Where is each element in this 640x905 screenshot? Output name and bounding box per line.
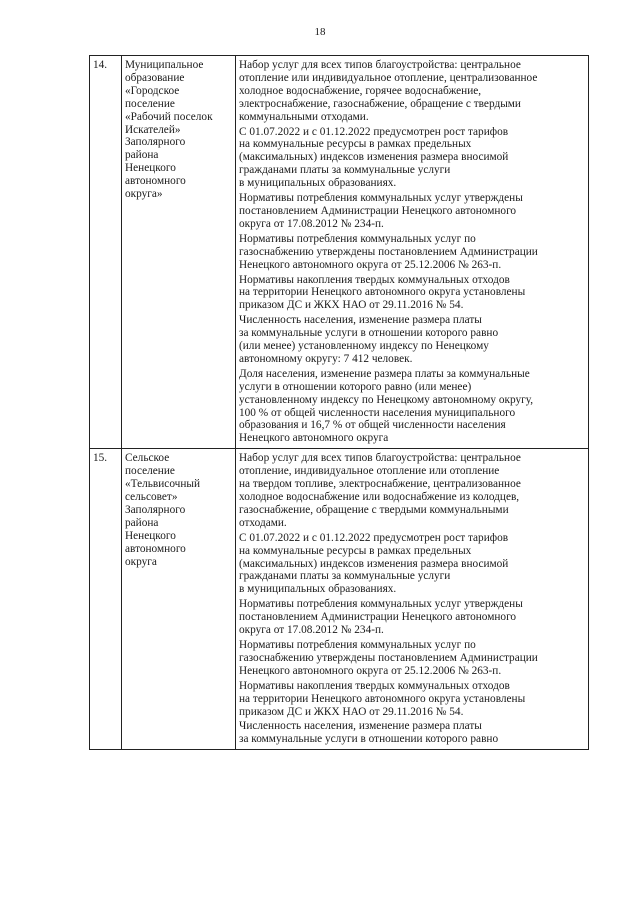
description-line: Доля населения, изменение размера платы за коммунальные xyxy=(239,367,530,380)
description-line: холодное водоснабжение, горячее водоснабжение, xyxy=(239,84,482,97)
description-paragraph xyxy=(239,126,585,191)
description-line: за коммунальные услуги в отношении которого равно xyxy=(239,327,499,340)
municipality-name-line: поселение xyxy=(125,97,175,110)
description-paragraph xyxy=(239,59,585,124)
description-line: отходами. xyxy=(239,516,287,529)
description-line: С 01.07.2022 и с 01.12.2022 предусмотрен рост тарифов xyxy=(239,531,509,544)
description xyxy=(236,56,589,449)
description-line: на коммунальные ресурсы в рамках предельных xyxy=(239,544,472,557)
municipality-name-line: округа xyxy=(125,555,157,568)
description-line: установленному индексу по Ненецкому автономному округу, xyxy=(239,393,534,406)
description-line: холодное водоснабжение или водоснабжение из колодцев, xyxy=(239,491,520,503)
description-line: постановлением Администрации Ненецкого автономного xyxy=(239,611,517,624)
municipality-name-line: автономного xyxy=(125,542,186,555)
description-line: (максимальных) индексов изменения размера вносимой xyxy=(239,151,509,164)
description-paragraph xyxy=(239,720,585,746)
description-line: Ненецкого автономного округа от 25.12.2006 № 263-п. xyxy=(239,258,502,271)
municipality-name xyxy=(122,449,236,750)
row-number: 15. xyxy=(90,449,122,750)
description-line: в муниципальных образованиях. xyxy=(239,583,397,596)
description-line: автономному округу: 7 412 человек. xyxy=(239,352,413,365)
description-line: газоснабжение, обращение с твердыми коммунальными xyxy=(239,503,509,516)
description-line: на коммунальные ресурсы в рамках предельных xyxy=(239,138,472,151)
description-line: округа от 17.08.2012 № 234-п. xyxy=(239,624,384,637)
description-line: за коммунальные услуги в отношении которого равно xyxy=(239,733,499,746)
description-line: округа от 17.08.2012 № 234-п. xyxy=(239,217,384,230)
municipality-name-line: поселение xyxy=(125,465,175,478)
description-line: постановлением Администрации Ненецкого автономного xyxy=(239,204,517,217)
description-paragraph xyxy=(239,680,585,719)
table-body xyxy=(90,56,589,750)
description-line: на территории Ненецкого автономного округа установлены xyxy=(239,286,526,299)
page-number: 18 xyxy=(314,26,326,38)
description-line: Нормативы потребления коммунальных услуг утверждены xyxy=(239,598,523,611)
table-row xyxy=(90,449,589,750)
description-line: Нормативы потребления коммунальных услуг утверждены xyxy=(239,192,523,205)
municipality-name xyxy=(122,56,236,449)
municipality-name-line: Искателей» xyxy=(125,123,181,136)
municipality-name-line: «Тельвисочный xyxy=(125,478,201,491)
description-line: Ненецкого автономного округа xyxy=(239,432,389,445)
description-paragraph xyxy=(239,452,585,529)
description-paragraph xyxy=(239,368,585,445)
description-line: Нормативы накопления твердых коммунальных отходов xyxy=(239,273,510,286)
description-paragraph xyxy=(239,192,585,231)
description-line: приказом ДС и ЖКХ НАО от 29.11.2016 № 54. xyxy=(239,705,464,718)
description-line: Ненецкого автономного округа от 25.12.2006 № 263-п. xyxy=(239,664,502,677)
municipality-name-line: образование xyxy=(125,71,185,84)
description-line: Нормативы потребления коммунальных услуг по xyxy=(239,638,476,651)
description-paragraph xyxy=(239,274,585,313)
description-line: гражданами платы за коммунальные услуги xyxy=(239,164,451,177)
description-line: коммунальными отходами. xyxy=(239,110,369,123)
municipality-name-line: Ненецкого xyxy=(125,529,176,542)
description-line: гражданами платы за коммунальные услуги xyxy=(239,570,451,583)
municipality-name-line: «Рабочий поселок xyxy=(125,110,213,123)
description-line: Набор услуг для всех типов благоустройства: центральное xyxy=(239,452,521,465)
municipality-name-line: Муниципальное xyxy=(125,59,204,71)
description-line: отопление или индивидуальное отопление, централизованное xyxy=(239,71,538,84)
description-line: (или менее) установленному индексу по Ненецкому xyxy=(239,340,489,353)
municipality-name-line: района xyxy=(125,149,159,162)
description-line: газоснабжению утверждены постановлением Администрации xyxy=(239,651,538,664)
description-line: Нормативы потребления коммунальных услуг по xyxy=(239,232,476,245)
municipality-name-line: сельсовет» xyxy=(125,491,178,503)
description-line: образования и 16,7 % от общей численности населения xyxy=(239,419,506,432)
description-line: газоснабжению утверждены постановлением Администрации xyxy=(239,245,538,258)
description-line: Численность населения, изменение размера платы xyxy=(239,314,482,327)
description-line: Набор услуг для всех типов благоустройства: центральное xyxy=(239,59,521,71)
description-paragraph xyxy=(239,314,585,366)
tariff-table xyxy=(89,55,589,750)
municipality-name-line: Ненецкого xyxy=(125,162,176,175)
table-row xyxy=(90,56,589,449)
municipality-name-line: Заполярного xyxy=(125,136,186,149)
description-paragraph xyxy=(239,233,585,272)
description-line: услуги в отношении которого равно (или менее) xyxy=(239,380,472,393)
row-number: 14. xyxy=(90,56,122,449)
description-paragraph xyxy=(239,639,585,678)
description-paragraph xyxy=(239,598,585,637)
description-paragraph xyxy=(239,532,585,597)
municipality-name-line: района xyxy=(125,516,159,529)
description-line: 100 % от общей численности населения муниципального xyxy=(239,406,516,419)
description-line: приказом ДС и ЖКХ НАО от 29.11.2016 № 54. xyxy=(239,299,464,312)
description-line: Нормативы накопления твердых коммунальных отходов xyxy=(239,679,510,692)
description xyxy=(236,449,589,750)
description-line: (максимальных) индексов изменения размера вносимой xyxy=(239,557,509,570)
description-line: на твердом топливе, электроснабжение, централизованное xyxy=(239,478,521,491)
description-line: С 01.07.2022 и с 01.12.2022 предусмотрен рост тарифов xyxy=(239,125,509,138)
municipality-name-line: «Городское xyxy=(125,84,180,97)
description-line: электроснабжение, газоснабжение, обращение с твердыми xyxy=(239,97,521,110)
description-line: отопление, индивидуальное отопление или отопление xyxy=(239,465,500,478)
municipality-name-line: округа» xyxy=(125,188,163,201)
municipality-name-line: автономного xyxy=(125,175,186,188)
description-line: на территории Ненецкого автономного округа установлены xyxy=(239,692,526,705)
description-line: Численность населения, изменение размера платы xyxy=(239,720,482,733)
description-line: в муниципальных образованиях. xyxy=(239,177,397,190)
municipality-name-line: Сельское xyxy=(125,452,170,465)
municipality-name-line: Заполярного xyxy=(125,503,186,516)
